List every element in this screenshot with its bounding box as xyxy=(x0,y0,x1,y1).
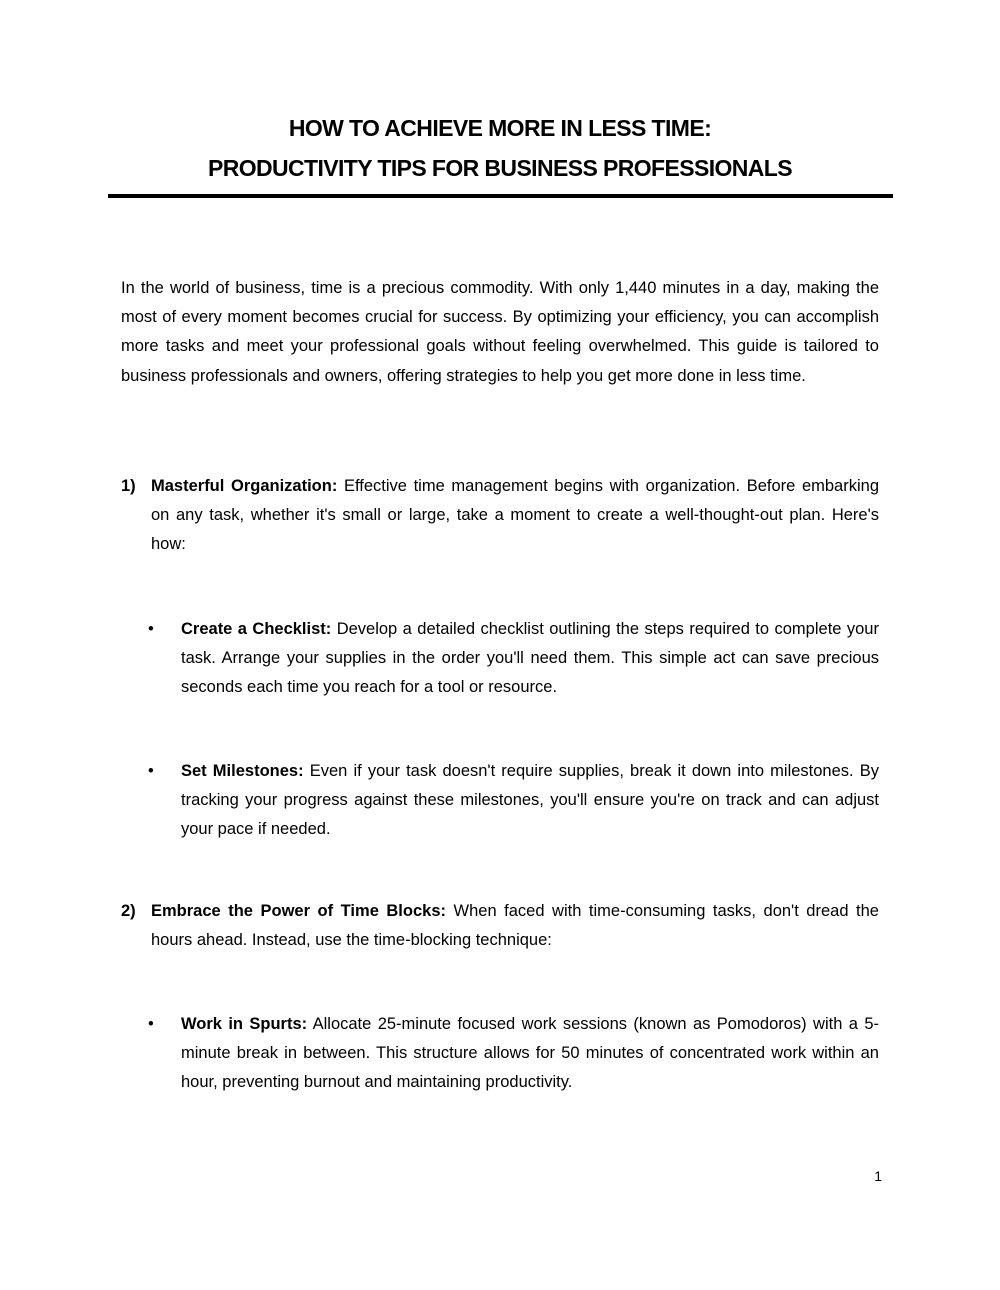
section-1 xyxy=(121,472,879,560)
bullet-set-milestones-text: Even if your task doesn't require supplies, break it down into milestones. By tracking your progress against these milestones, you'll ensure you're on track and can adjust your pace if needed. xyxy=(181,762,879,839)
section-2 xyxy=(121,897,879,955)
bullet-set-milestones-body xyxy=(181,757,879,845)
title-line-2: PRODUCTIVITY TIPS FOR BUSINESS PROFESSIONALS xyxy=(207,155,793,181)
bullet-create-checklist-text: Develop a detailed checklist outlining the steps required to complete your task. Arrange your supplies in the order you'll need them. This simple act can save precious seconds each time you reach for a tool or resource. xyxy=(181,620,879,697)
bullet-symbol: • xyxy=(148,1015,154,1033)
title-line-1: HOW TO ACHIEVE MORE IN LESS TIME: xyxy=(288,115,712,141)
bullet-create-checklist-body xyxy=(181,615,879,703)
section-2-text: When faced with time-consuming tasks, don't dread the hours ahead. Instead, use the time-blocking technique: xyxy=(151,902,879,950)
document-title xyxy=(108,108,892,188)
bullet-set-milestones-heading: Set Milestones: xyxy=(181,762,304,780)
bullet-set-milestones xyxy=(148,757,879,845)
bullet-create-checklist xyxy=(148,615,879,703)
bullet-work-in-spurts-text: Allocate 25-minute focused work sessions (known as Pomodoros) with a 5-minute break in between. This structure allows for 50 minutes of concentrated work within an hour, preventing burnout and maintaining productivity. xyxy=(181,1015,879,1092)
section-2-heading: Embrace the Power of Time Blocks: xyxy=(151,902,446,920)
bullet-work-in-spurts-heading: Work in Spurts: xyxy=(181,1015,308,1033)
section-1-number: 1) xyxy=(121,477,136,495)
title-divider xyxy=(108,194,893,198)
intro-paragraph: In the world of business, time is a precious commodity. With only 1,440 minutes in a day, making the most of every moment becomes crucial for success. By optimizing your efficiency, you can accomplish more tasks and meet your professional goals without feeling overwhelmed. This guide is tailored to business professionals and owners, offering strategies to help you get more done in less time. xyxy=(121,279,879,385)
section-2-number: 2) xyxy=(121,902,136,920)
page-number: 1 xyxy=(874,1168,882,1184)
section-1-body xyxy=(151,472,879,560)
section-1-text: Effective time management begins with organization. Before embarking on any task, whether it's small or large, take a moment to create a well-thought-out plan. Here's how: xyxy=(151,477,880,554)
bullet-work-in-spurts xyxy=(148,1010,879,1098)
bullet-symbol: • xyxy=(148,620,154,638)
bullet-work-in-spurts-body xyxy=(181,1010,879,1098)
bullet-symbol: • xyxy=(148,762,154,780)
bullet-create-checklist-heading: Create a Checklist: xyxy=(181,620,332,638)
section-1-heading: Masterful Organization: xyxy=(151,477,338,495)
section-2-body xyxy=(151,897,879,955)
